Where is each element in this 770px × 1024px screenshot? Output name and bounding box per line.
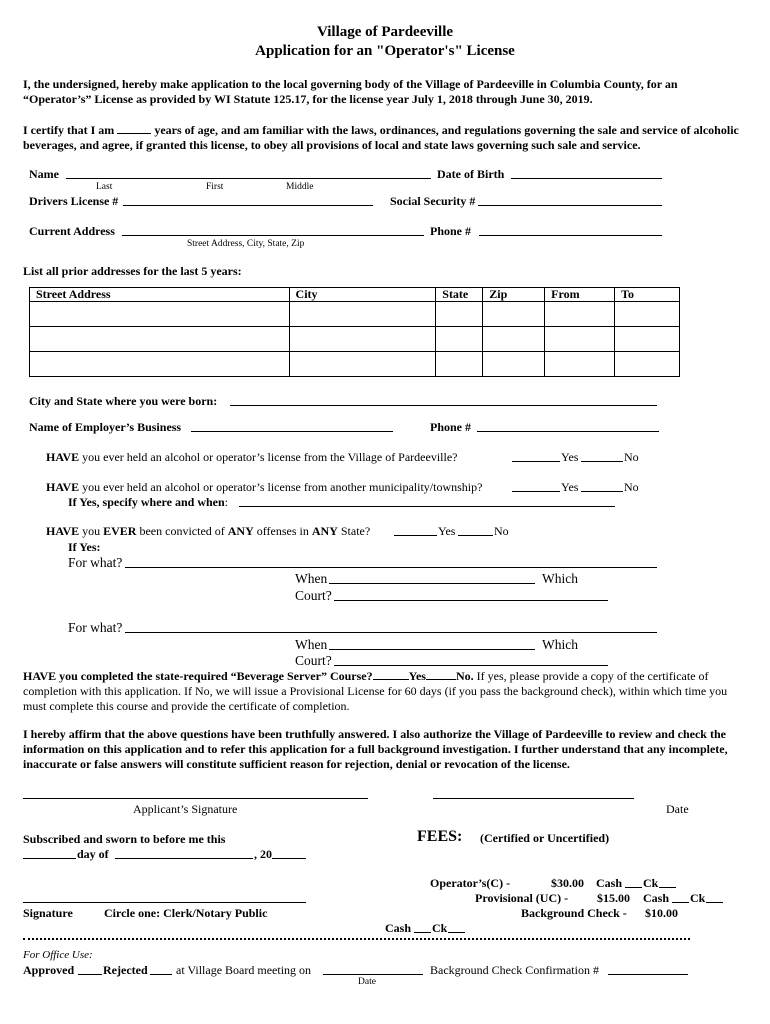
beverage-yes-label: Yes bbox=[408, 669, 426, 683]
table-cell[interactable] bbox=[615, 302, 680, 327]
beverage-course-paragraph bbox=[23, 668, 748, 714]
form-title: Village of Pardeeville bbox=[316, 24, 454, 40]
board-meeting-date-field[interactable] bbox=[323, 974, 423, 975]
sworn-label: Subscribed and sworn to before me this bbox=[23, 832, 226, 846]
sworn-month-field[interactable] bbox=[115, 858, 253, 859]
provisional-ck-blank[interactable] bbox=[706, 902, 723, 903]
year-label: , 20 bbox=[254, 847, 272, 861]
when-field-1[interactable] bbox=[329, 583, 535, 584]
question-local-license bbox=[46, 450, 458, 465]
applicant-date-field[interactable] bbox=[433, 798, 634, 799]
q3-no-blank[interactable] bbox=[458, 535, 493, 536]
provisional-fee-amount: $15.00 bbox=[597, 891, 630, 905]
operator-fee-amount: $30.00 bbox=[551, 876, 584, 890]
certify-paragraph bbox=[23, 122, 748, 153]
board-meeting-label: at Village Board meeting on bbox=[176, 963, 312, 977]
any-word-2: ANY bbox=[311, 524, 338, 538]
ssn-label: Social Security # bbox=[390, 194, 476, 208]
name-label: Name bbox=[29, 167, 59, 181]
rejected-blank[interactable] bbox=[150, 974, 172, 975]
col-state: State bbox=[436, 288, 483, 302]
col-city: City bbox=[289, 288, 436, 302]
birthplace-label: City and State where you were born: bbox=[29, 394, 218, 408]
col-from: From bbox=[545, 288, 615, 302]
provisional-fee-label: Provisional (UC) - bbox=[475, 891, 569, 905]
provisional-cash-label: Cash bbox=[643, 891, 670, 905]
operator-fee-label: Operator’s(C) - bbox=[430, 876, 511, 890]
address-field[interactable] bbox=[122, 235, 424, 236]
provisional-ck-label: Ck bbox=[690, 891, 706, 905]
when-label-2: When bbox=[295, 637, 328, 652]
q3-yes-blank[interactable] bbox=[394, 535, 437, 536]
dob-label: Date of Birth bbox=[437, 167, 505, 181]
board-date-hint: Date bbox=[358, 977, 376, 987]
operator-cash-label: Cash bbox=[596, 876, 623, 890]
background-check-fee-amount: $10.00 bbox=[645, 906, 678, 920]
bg-confirmation-label: Background Check Confirmation # bbox=[430, 963, 599, 977]
have-word: HAVE bbox=[46, 524, 80, 538]
court-field-2[interactable] bbox=[334, 665, 608, 666]
operator-ck-label: Ck bbox=[643, 876, 659, 890]
certify-text-pre: I certify that I am bbox=[23, 123, 115, 137]
for-what-label-1: For what? bbox=[68, 555, 123, 570]
when-field-2[interactable] bbox=[329, 649, 535, 650]
q3-text-d: State? bbox=[337, 524, 371, 538]
drivers-license-field[interactable] bbox=[123, 205, 373, 206]
office-use-label: For Office Use: bbox=[23, 949, 93, 961]
for-what-field-2[interactable] bbox=[125, 632, 657, 633]
table-cell[interactable] bbox=[30, 352, 290, 377]
court-field-1[interactable] bbox=[334, 600, 608, 601]
bg-confirmation-field[interactable] bbox=[608, 974, 688, 975]
table-cell[interactable] bbox=[483, 352, 545, 377]
day-of-label: day of bbox=[77, 847, 109, 861]
q1-no-label: No bbox=[624, 450, 639, 464]
q2-yes-blank[interactable] bbox=[512, 491, 560, 492]
circle-one-label: Circle one: Clerk/Notary Public bbox=[104, 906, 268, 920]
age-field[interactable] bbox=[117, 122, 151, 134]
for-what-label-2: For what? bbox=[68, 620, 123, 635]
form-subtitle: Application for an "Operator's" License bbox=[255, 43, 515, 59]
beverage-question: HAVE you completed the state-required “Beverage Server” Course? bbox=[23, 669, 373, 683]
sworn-year-field[interactable] bbox=[272, 858, 306, 859]
birthplace-field[interactable] bbox=[230, 405, 657, 406]
col-to: To bbox=[615, 288, 680, 302]
if-yes-label: If Yes: bbox=[68, 540, 101, 554]
q3-yes-label: Yes bbox=[438, 524, 456, 538]
table-cell[interactable] bbox=[615, 327, 680, 352]
operator-cash-blank[interactable] bbox=[625, 887, 642, 888]
question-convicted bbox=[46, 524, 370, 539]
office-use-separator bbox=[23, 938, 690, 940]
q2-no-blank[interactable] bbox=[581, 491, 623, 492]
employer-phone-field[interactable] bbox=[477, 431, 659, 432]
approved-label: Approved bbox=[23, 963, 75, 977]
table-cell[interactable] bbox=[289, 352, 436, 377]
bg-ck-blank[interactable] bbox=[448, 932, 465, 933]
intro-paragraph: I, the undersigned, hereby make application to the local governing body of the Village of Pardeeville in Columbia County, for an “Operator’s” License as provided by WI Statute 125.17, for the license year July 1, 2018 through June 30, 2019. bbox=[23, 77, 678, 106]
address-hint: Street Address, City, State, Zip bbox=[187, 239, 305, 249]
when-label-1: When bbox=[295, 571, 328, 586]
table-row bbox=[30, 352, 680, 377]
specify-colon: : bbox=[224, 495, 229, 509]
question-other-license bbox=[46, 480, 482, 495]
bg-cash-label: Cash bbox=[385, 921, 412, 935]
court-label-1: Court? bbox=[295, 588, 332, 603]
table-cell[interactable] bbox=[545, 352, 615, 377]
fees-label: FEES: bbox=[417, 828, 463, 845]
q3-text-c: offenses in bbox=[253, 524, 312, 538]
table-cell[interactable] bbox=[30, 302, 290, 327]
table-header-row bbox=[30, 288, 680, 302]
which-label-1: Which bbox=[542, 571, 578, 586]
name-field[interactable] bbox=[66, 178, 431, 179]
specify-field[interactable] bbox=[239, 506, 615, 507]
table-cell[interactable] bbox=[545, 302, 615, 327]
beverage-no-blank[interactable] bbox=[426, 668, 456, 680]
affirmation-paragraph: I hereby affirm that the above questions have been truthfully answered. I also authorize the Village of Pardeeville to review and check the information on this application and to refer this application for a full background investigation. I further understand that any incomplete, inaccurate or false answers will constitute sufficient reason for rejection, denial or revocation of the license. bbox=[23, 727, 728, 771]
table-cell[interactable] bbox=[436, 327, 483, 352]
question-text: you ever held an alcohol or operator’s license from another municipality/township? bbox=[79, 480, 483, 494]
ever-word: EVER bbox=[103, 524, 137, 538]
col-zip: Zip bbox=[483, 288, 545, 302]
q2-no-label: No bbox=[624, 480, 639, 494]
for-what-field-1[interactable] bbox=[125, 567, 657, 568]
q3-text-a: you bbox=[79, 524, 104, 538]
specify-label bbox=[68, 495, 228, 510]
have-word: HAVE bbox=[46, 480, 80, 494]
phone-field[interactable] bbox=[479, 235, 662, 236]
phone-label: Phone # bbox=[430, 224, 472, 238]
any-word: ANY bbox=[227, 524, 254, 538]
sworn-day-field[interactable] bbox=[23, 858, 76, 859]
q3-no-label: No bbox=[494, 524, 509, 538]
provisional-cash-blank[interactable] bbox=[672, 902, 689, 903]
table-cell[interactable] bbox=[289, 302, 436, 327]
last-hint: Last bbox=[96, 182, 113, 192]
beverage-yes-blank[interactable] bbox=[373, 668, 409, 680]
table-cell[interactable] bbox=[436, 302, 483, 327]
prior-addresses-table bbox=[29, 287, 680, 377]
drivers-license-label: Drivers License # bbox=[29, 194, 119, 208]
beverage-no-label: No. bbox=[455, 669, 474, 683]
employer-label: Name of Employer’s Business bbox=[29, 420, 182, 434]
applicant-signature-field[interactable] bbox=[23, 798, 368, 799]
prior-addresses-heading: List all prior addresses for the last 5 years: bbox=[23, 264, 242, 278]
fees-sub-label: (Certified or Uncertified) bbox=[480, 831, 610, 845]
table-cell[interactable] bbox=[483, 302, 545, 327]
ssn-field[interactable] bbox=[478, 205, 662, 206]
q1-yes-label: Yes bbox=[561, 450, 579, 464]
table-cell[interactable] bbox=[30, 327, 290, 352]
table-cell[interactable] bbox=[289, 327, 436, 352]
q3-text-b: been convicted of bbox=[136, 524, 228, 538]
court-label-2: Court? bbox=[295, 653, 332, 668]
table-row bbox=[30, 302, 680, 327]
rejected-label: Rejected bbox=[103, 963, 148, 977]
operator-ck-blank[interactable] bbox=[659, 887, 676, 888]
which-label-2: Which bbox=[542, 637, 578, 652]
dob-field[interactable] bbox=[511, 178, 662, 179]
applicant-date-label: Date bbox=[666, 802, 689, 816]
approved-blank[interactable] bbox=[78, 974, 102, 975]
beverage-instructions: If yes, please provide a copy of the certificate of completion with this application. If No, we will issue a Provisional License for 60 days (if you pass the background check), within which time you must complete this course and provide the certificate of completion. bbox=[23, 669, 728, 713]
bg-cash-blank[interactable] bbox=[414, 932, 431, 933]
table-cell[interactable] bbox=[436, 352, 483, 377]
q1-no-blank[interactable] bbox=[581, 461, 623, 462]
table-cell[interactable] bbox=[545, 327, 615, 352]
employer-field[interactable] bbox=[191, 431, 393, 432]
specify-text: If Yes, specify where and when bbox=[68, 495, 225, 509]
notary-signature-label: Signature bbox=[23, 906, 73, 920]
table-cell[interactable] bbox=[483, 327, 545, 352]
employer-phone-label: Phone # bbox=[430, 420, 472, 434]
have-word: HAVE bbox=[46, 450, 80, 464]
applicant-signature-label: Applicant’s Signature bbox=[133, 802, 238, 816]
q2-yes-label: Yes bbox=[561, 480, 579, 494]
table-cell[interactable] bbox=[615, 352, 680, 377]
question-text: you ever held an alcohol or operator’s license from the Village of Pardeeville? bbox=[79, 450, 458, 464]
notary-signature-field[interactable] bbox=[23, 902, 306, 903]
bg-ck-label: Ck bbox=[432, 921, 448, 935]
q1-yes-blank[interactable] bbox=[512, 461, 560, 462]
table-row bbox=[30, 327, 680, 352]
first-hint: First bbox=[206, 182, 224, 192]
address-label: Current Address bbox=[29, 224, 115, 238]
middle-hint: Middle bbox=[286, 182, 314, 192]
col-street-address: Street Address bbox=[30, 288, 290, 302]
certify-text-post: years of age, and am familiar with the laws, ordinances, and regulations governing the sale and service of alcoholic beverages, and agree, if granted this license, to obey all provisions of local and state laws governing such sale and service. bbox=[23, 123, 739, 152]
background-check-fee-label: Background Check - bbox=[521, 906, 627, 920]
